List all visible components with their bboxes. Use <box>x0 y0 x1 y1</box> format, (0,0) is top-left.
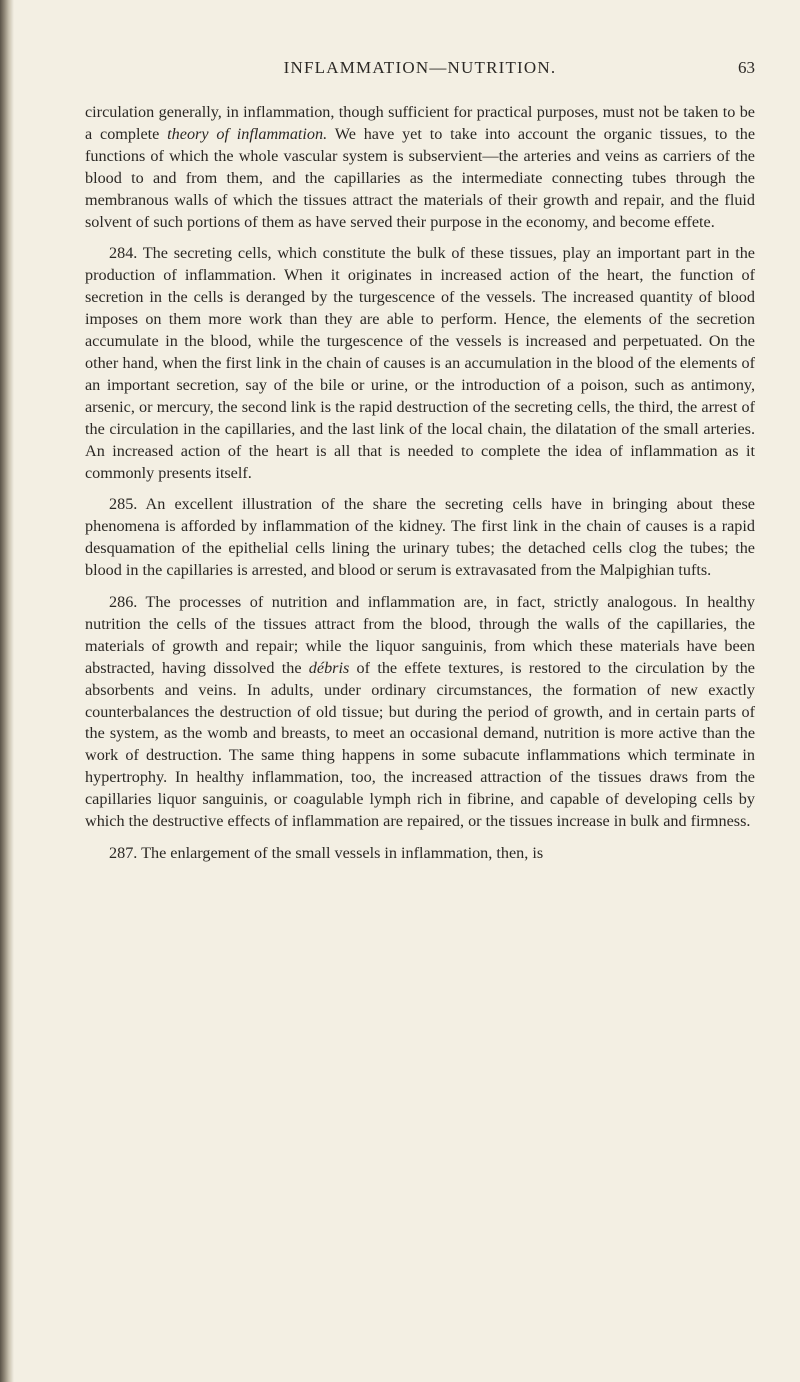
paragraph <box>85 102 755 233</box>
running-head <box>85 58 755 92</box>
paragraph <box>85 843 755 865</box>
text-run: of the effete textures, is restored to the circulation by the absorbents and veins. In adults, under ordinary circumstances, the formation of new exactly counterbalances the destruction of old tissue; but during the period of growth, and in certain parts of the system, as the womb and breasts, to meet an occasional demand, nutrition is more active than the work of destruction. The same thing happens in some subacute inflammations which terminate in hypertrophy. In healthy inflammation, too, the increased attraction of the tissues draws from the capillaries liquor sanguinis, or coagulable lymph rich in fibrine, and capable of developing cells by which the destructive effects of inflammation are repaired, or the tissues increase in bulk and firmness. <box>85 658 755 831</box>
paragraph <box>85 243 755 484</box>
page-binding-shadow <box>0 0 14 1382</box>
italic-text: theory of inflammation. <box>167 124 328 143</box>
text-run: 286. The processes of nutrition and inflammation are, in fact, strictly analogous. In healthy nutrition the cells of the tissues attract from the blood, through the walls of the capillaries, the materials of growth and repair; while the liquor sanguinis, from which these materials have been abstracted, having dissolved the <box>85 593 755 677</box>
text-run: circulation generally, in inflammation, though sufficient for practical purposes, must not be taken to be a complete <box>85 103 755 143</box>
text-run: We have yet to take into account the organic tissues, to the functions of which the whole vascular system is subservient—the arteries and veins as carriers of the blood to and from them, and the capillaries as the intermediate connecting tubes through the membranous walls of which the tissues attract the materials of their growth and repair, and the fluid solvent of such portions of them as have served their purpose in the economy, and become effete. <box>85 124 756 231</box>
paragraph <box>85 592 755 833</box>
text-run: 287. The enlargement of the small vessels in inflammation, then, is <box>109 844 544 862</box>
text-run: 284. The secreting cells, which constitute the bulk of these tissues, play an important part in the production of inflammation. When it originates in increased action of the heart, the function of secretion in the cells is deranged by the turgescence of the vessels. The increased quantity of blood imposes on them more work than they are able to perform. Hence, the elements of the secretion accumulate in the blood, while the turgescence of the vessels is increased and perpetuated. On the other hand, when the first link in the chain of causes is an accumulation in the blood of the elements of an important secretion, say of the bile or urine, or the introduction of a poison, such as antimony, arsenic, or mercury, the second link is the rapid destruction of the secreting cells, the third, the arrest of the circulation in the capillaries, and the last link of the local chain, the dilatation of the small arteries. An increased action of the heart is all that is needed to complete the idea of inflammation as it commonly presents itself. <box>85 244 755 482</box>
italic-text: débris <box>308 658 350 677</box>
text-run: 285. An excellent illustration of the share the secreting cells have in bringing about these phenomena is afforded by inflammation of the kidney. The first link in the chain of causes is a rapid desquamation of the epithelial cells lining the urinary tubes; the detached cells clog the tubes; the blood in the capillaries is arrested, and blood or serum is extravasated from the Malpighian tufts. <box>85 495 755 580</box>
paragraph <box>85 494 755 582</box>
page-number: 63 <box>738 58 755 77</box>
book-page <box>85 58 755 875</box>
body-text <box>85 102 755 865</box>
page-header-title: INFLAMMATION—NUTRITION. <box>283 58 557 77</box>
